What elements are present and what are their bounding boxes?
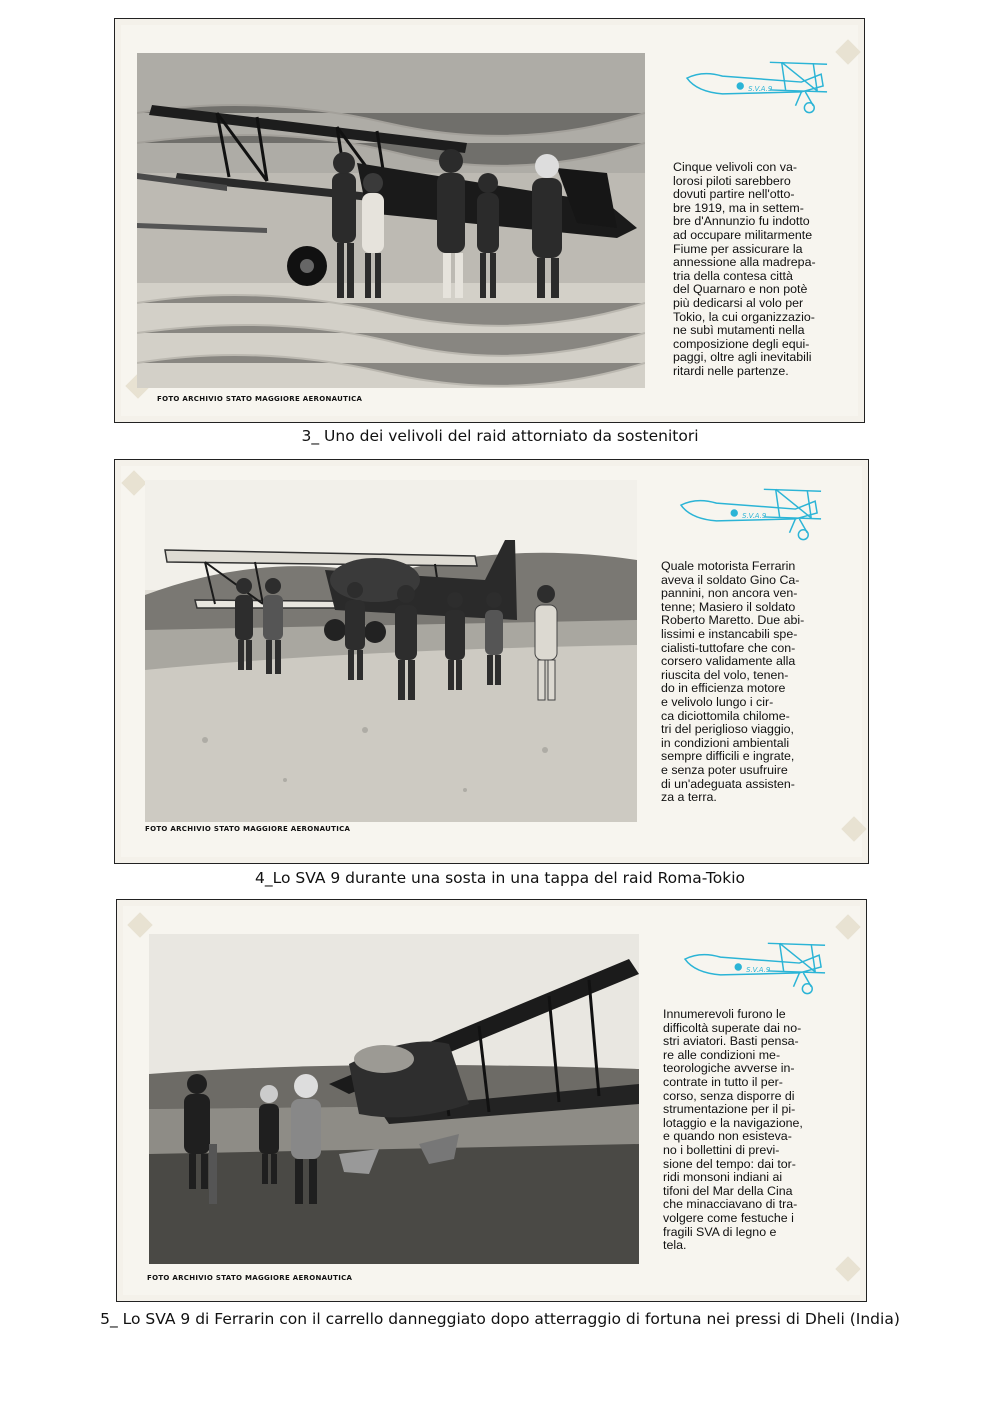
text-line: e quando non esisteva- <box>663 1129 792 1144</box>
text-line: paggi, oltre agli inevitabili <box>673 350 812 365</box>
text-line: tela. <box>663 1238 687 1253</box>
postcard-2 <box>114 459 869 864</box>
text-line: teorologiche avverse in- <box>663 1061 795 1076</box>
biplane-photo-illustration <box>137 53 645 388</box>
text-line: composizione degli equi- <box>673 336 810 351</box>
text-line: del Quarnaro e non potè <box>673 282 808 297</box>
text-line: ad occupare militarmente <box>673 227 813 242</box>
caption-5: 5_ Lo SVA 9 di Ferrarin con il carrello danneggiato dopo atterraggio di fortuna nei pressi di Dheli (India) <box>100 1310 900 1328</box>
photo-aircraft-with-supporters <box>137 53 645 388</box>
text-line: Roberto Maretto. Due abi- <box>661 613 805 628</box>
text-line: Tokio, la cui organizzazio- <box>673 309 815 324</box>
photo-credit: FOTO ARCHIVIO STATO MAGGIORE AERONAUTICA <box>145 825 351 833</box>
caption-4: 4_Lo SVA 9 durante una sosta in una tappa del raid Roma-Tokio <box>254 869 746 887</box>
text-line: annessione alla madrepa- <box>673 255 816 270</box>
svg-text:S.V.A.9: S.V.A.9 <box>746 965 771 974</box>
text-line: ridi monsoni indiani ai <box>663 1170 783 1185</box>
sva9-biplane-logo <box>681 936 829 998</box>
text-line: fragili SVA di legno e <box>663 1224 777 1239</box>
text-line: ca diciottomila chilome- <box>661 708 790 723</box>
text-line: tri del periglioso viaggio, <box>661 722 794 737</box>
text-line: dovuti partire nell'otto- <box>673 187 795 202</box>
text-line: Fiume per assicurare la <box>673 241 803 256</box>
text-line: lorosi piloti sarebbero <box>673 173 791 188</box>
text-line: bre d'Annunzio fu indotto <box>673 214 810 229</box>
text-line: stri aviatori. Basti pensa- <box>663 1034 799 1049</box>
text-line: Cinque velivoli con va- <box>673 160 797 174</box>
svg-text:S.V.A.9: S.V.A.9 <box>742 511 767 520</box>
text-line: contrate in tutto il per- <box>663 1074 783 1089</box>
text-line: corsero validamente alla <box>661 654 796 669</box>
photo-sva9-stopover <box>145 480 637 822</box>
text-line: lissimi e instancabili spe- <box>661 626 798 641</box>
text-line: che minacciavano di tra- <box>663 1197 798 1212</box>
sva9-biplane-logo <box>677 482 825 544</box>
card-1-text <box>673 161 845 379</box>
text-line: re alle condizioni me- <box>663 1047 781 1062</box>
text-line: no i bollettini di previ- <box>663 1142 780 1157</box>
card-3-text <box>663 1008 839 1253</box>
postcard-3 <box>116 899 867 1302</box>
sva9-biplane-logo <box>683 55 831 117</box>
text-line: tria della contesa città <box>673 268 793 283</box>
text-line: Quale motorista Ferrarin <box>661 559 796 573</box>
text-line: strumentazione per il pi- <box>663 1102 796 1117</box>
text-line: aveva il soldato Gino Ca- <box>661 572 800 587</box>
text-line: pannini, non ancora ven- <box>661 586 798 601</box>
text-line: Innumerevoli furono le <box>663 1007 786 1021</box>
text-line: sione del tempo: dai tor- <box>663 1156 796 1171</box>
postcard-1 <box>114 18 865 423</box>
text-line: tifoni del Mar della Cina <box>663 1183 793 1198</box>
photo-credit: FOTO ARCHIVIO STATO MAGGIORE AERONAUTICA <box>147 1274 353 1282</box>
text-line: cialisti-tuttofare che con- <box>661 640 796 655</box>
text-line: in condizioni ambientali <box>661 735 790 750</box>
text-line: tenne; Masiero il soldato <box>661 599 796 614</box>
text-line: ritardi nelle partenze. <box>673 363 789 378</box>
biplane-photo-illustration <box>149 934 639 1264</box>
text-line: ne subì mutamenti nella <box>673 323 805 338</box>
text-line: e velivolo lungo i cir- <box>661 694 774 709</box>
text-line: riuscita del volo, tenen- <box>661 667 789 682</box>
text-line: corso, senza disporre di <box>663 1088 795 1103</box>
text-line: sempre difficili e ingrate, <box>661 749 795 764</box>
svg-text:S.V.A.9: S.V.A.9 <box>748 84 773 93</box>
photo-credit: FOTO ARCHIVIO STATO MAGGIORE AERONAUTICA <box>157 395 363 403</box>
card-2-text <box>661 560 837 805</box>
text-line: za a terra. <box>661 790 717 805</box>
biplane-photo-illustration <box>145 480 637 822</box>
text-line: difficoltà superate dai no- <box>663 1020 802 1035</box>
text-line: bre 1919, ma in settem- <box>673 200 804 215</box>
text-line: lotaggio e la navigazione, <box>663 1115 803 1130</box>
text-line: volgere come festuche i <box>663 1210 794 1225</box>
text-line: do in efficienza motore <box>661 681 786 696</box>
text-line: e senza poter usufruire <box>661 762 788 777</box>
photo-sva9-damaged-landing-gear <box>149 934 639 1264</box>
caption-3: 3_ Uno dei velivoli del raid attorniato da sostenitori <box>301 427 699 445</box>
text-line: di un'adeguata assisten- <box>661 776 795 791</box>
text-line: più dedicarsi al volo per <box>673 295 804 310</box>
